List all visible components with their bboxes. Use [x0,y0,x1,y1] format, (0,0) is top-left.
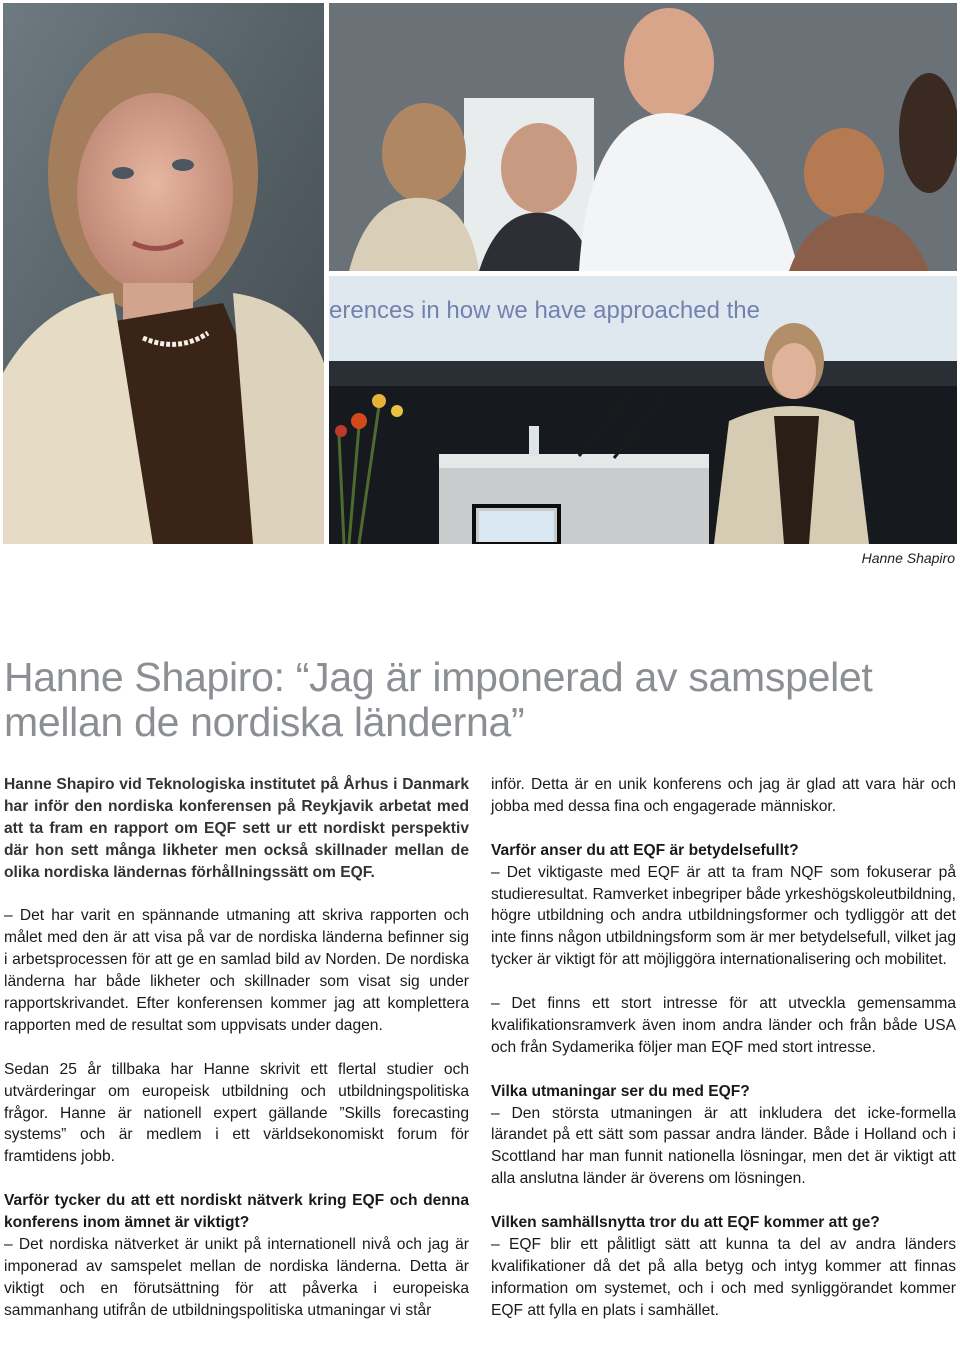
photo-caption: Hanne Shapiro [861,550,955,566]
paragraph-interest: – Det finns ett stort intresse för att utveckla gemensamma kvalifikationsramverk även inom andra länder och från både USA och från Sydamerika följer man EQF med stort intresse. [491,995,956,1056]
right-column [491,774,956,1322]
qa-benefit [491,1212,956,1322]
paragraph-report: – Det har varit en spännande utmaning att skriva rapporten och målet med den är att visa på var de nordiska länderna befinner sig i arbetsprocessen för att ge en samlad bild av Norden. De nordiska länderna har både likheter och skillnader som visat sig under rapportskrivandet. Efter konferensen kommer jag att komplettera rapporten med de resultat som uppvisats under dagen. [4,907,469,1034]
audience-photo [329,3,957,271]
answer-challenges: – Den största utmaningen är att inkludera det icke-formella lärandet på ett sätt som passar andra länder. Både i Holland och i Scottland har man funnit nationella lösningar, men det är viktigt att alla anslutna länder är överens om lösningen. [491,1104,956,1188]
answer-benefit: – EQF blir ett pålitligt sätt att kunna ta del av andra länders kvalifikationer då det på alla betyg och intyg kommer att finnas information om systemet, och i och med synliggörandet kommer EQF att fylla en plats i samhället. [491,1235,956,1319]
portrait-photo [3,3,324,544]
speaker-photo [329,276,957,544]
question-significance: Varför anser du att EQF är betydelsefullt? [491,841,799,859]
paragraph-continued: inför. Detta är en unik konferens och jag är glad att vara här och jobba med dessa fina och engagerade människor. [491,776,956,815]
headline-line-2: mellan de nordiska länderna” [4,699,525,745]
lead-paragraph: Hanne Shapiro vid Teknologiska institutet på Århus i Danmark har inför den nordiska konferensen på Reykjavik arbetat med att ta fram en rapport om EQF sett ur ett nordiskt perspektiv där hon sett många likheter men också skillnader mellan de olika nordiska ländernas förhållningssätt om EQF. [4,776,469,881]
slide-text: erences in how we have approached the [329,297,760,324]
question-challenges: Vilka utmaningar ser du med EQF? [491,1082,750,1100]
qa-significance [491,840,956,971]
qa-challenges [491,1081,956,1191]
answer-network: – Det nordiska nätverket är unikt på internationell nivå och jag är imponerad av samspelet mellan de nordiska länderna. Detta är viktigt och en förutsättning för att påverka i europeiska sammanhang utifrån de utbildningspolitiska utmaningar vi står [4,1235,469,1319]
left-column [4,774,469,1322]
question-network: Varför tycker du att ett nordiskt nätverk kring EQF och denna konferens inom ämnet är viktigt? [4,1192,469,1232]
article-headline [4,655,944,745]
answer-significance: – Det viktigaste med EQF är att ta fram NQF som fokuserar på studieresultat. Ramverket inbegriper både yrkeshögskoleutbildning, högre utbildning och andra utbildningsformer och tydliggör att det inte finns någon utbildningsform som är mer betydelsefull, vilket jag tycker är viktigt för att möjliggöra internationalisering och mobilitet. [491,863,956,969]
qa-network [4,1190,469,1321]
headline-line-1: Hanne Shapiro: “Jag är imponerad av samspelet [4,654,873,700]
question-benefit: Vilken samhällsnytta tror du att EQF kommer att ge? [491,1214,880,1232]
paragraph-background: Sedan 25 år tillbaka har Hanne skrivit ett flertal studier och utvärderingar om europeisk utbildning och utbildningspolitiska frågor. Hanne är nationell expert gällande ”Skills forecasting systems” och är medlem i ett världsekonomiskt forum för framtidens jobb. [4,1060,469,1166]
